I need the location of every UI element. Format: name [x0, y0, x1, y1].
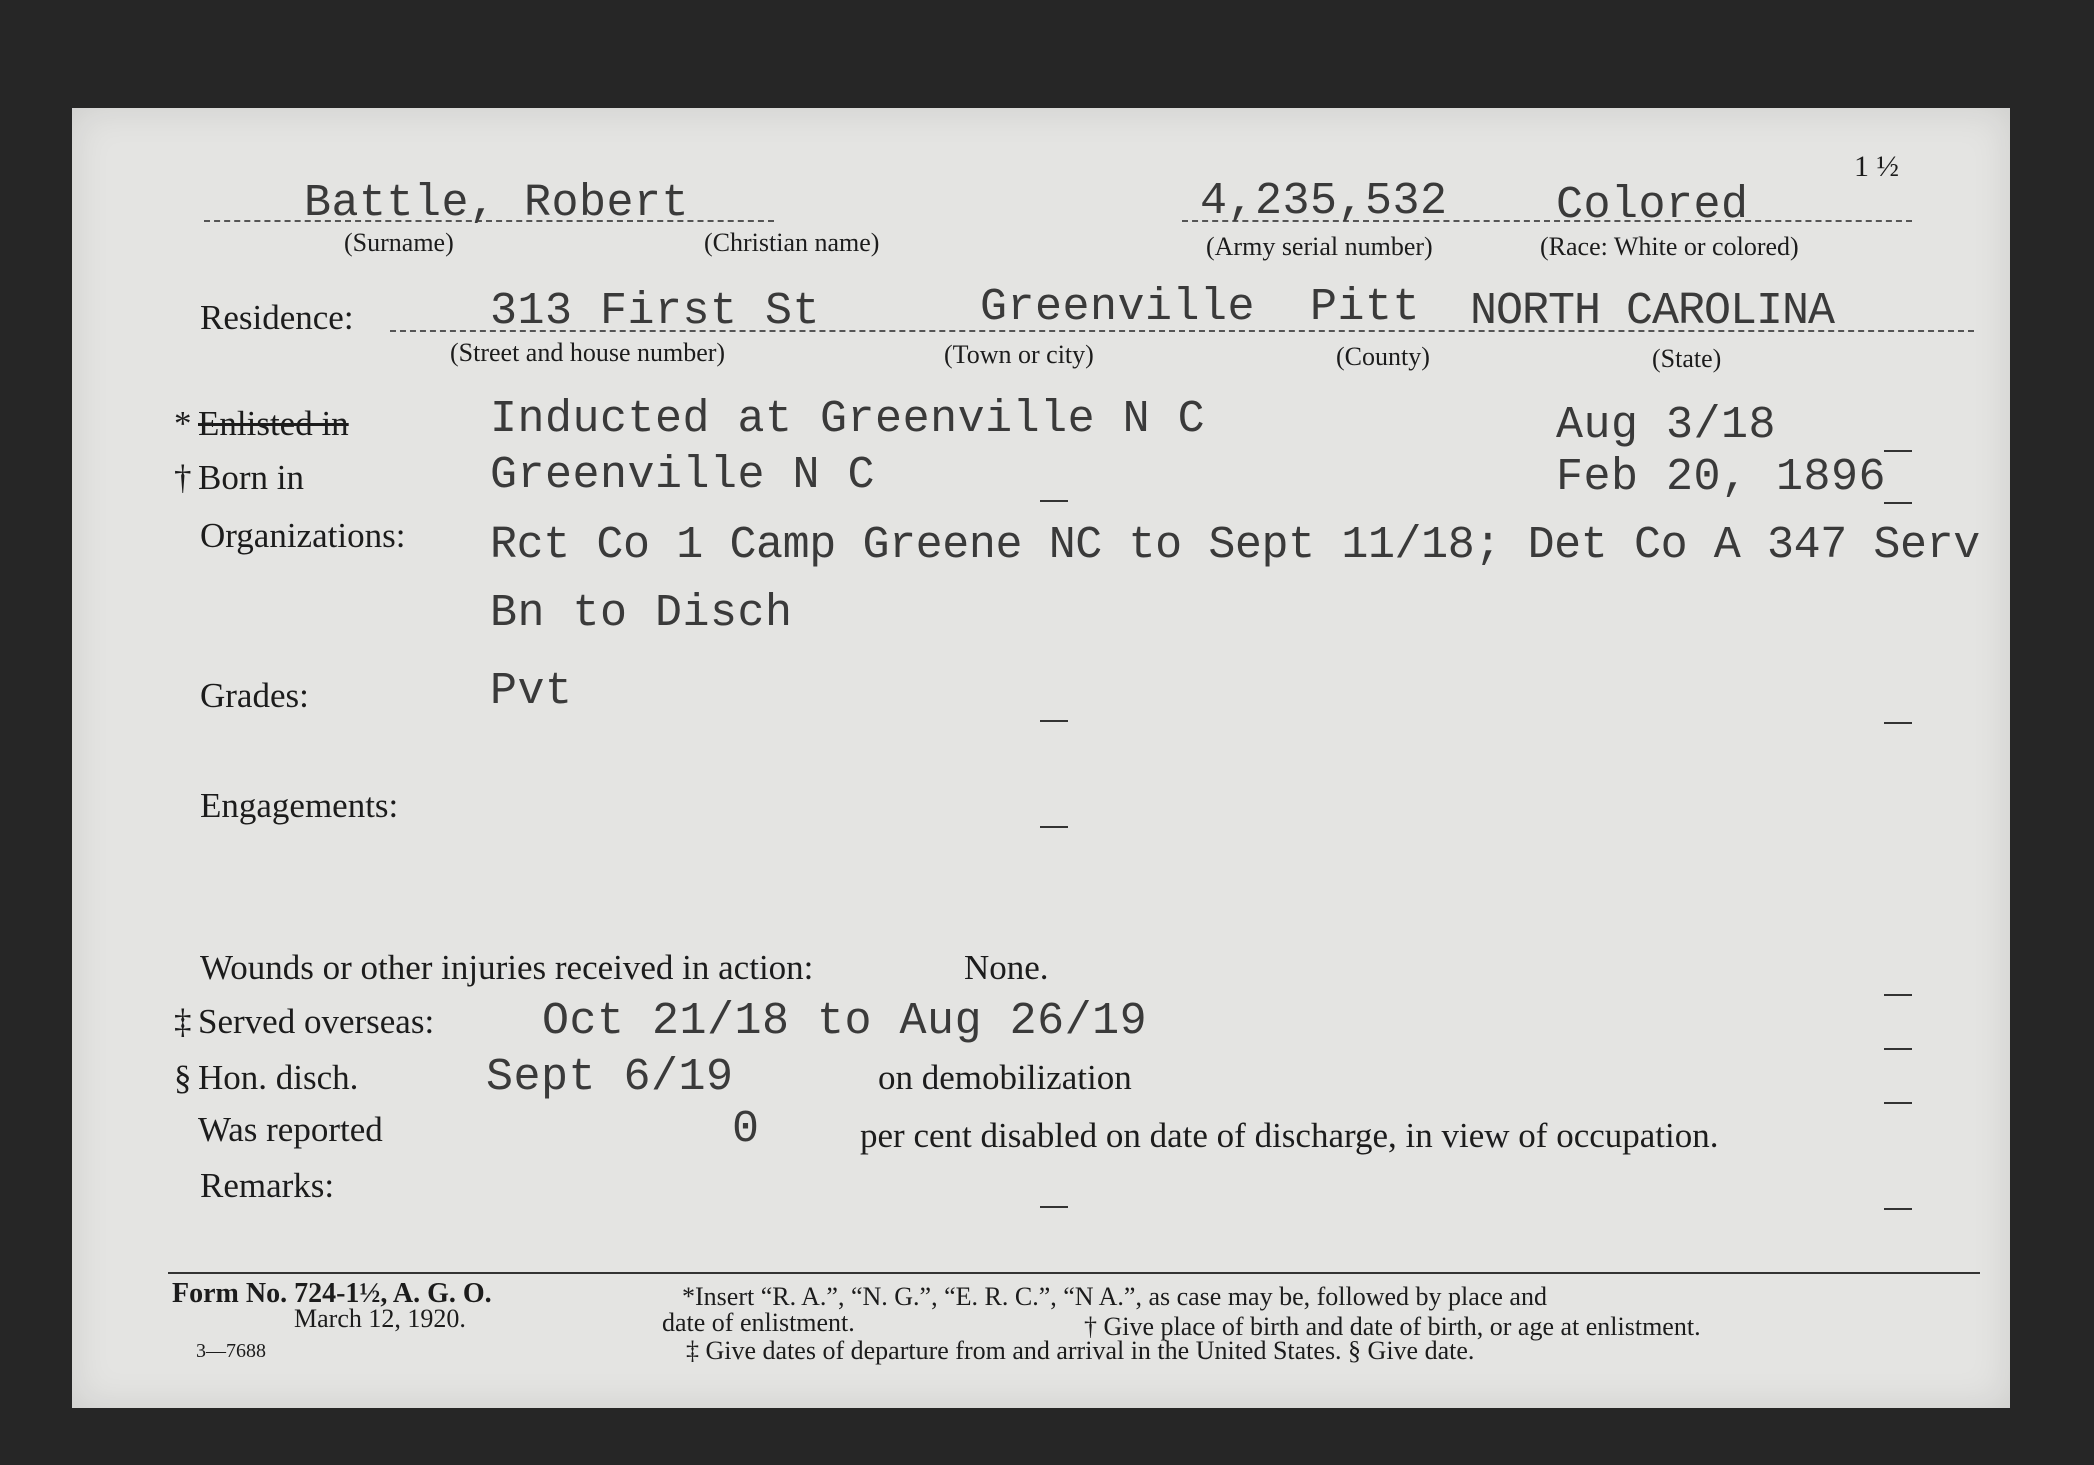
overseas-dash: [1884, 1048, 1912, 1050]
grades-value: Pvt: [490, 666, 573, 717]
hon-disch-note: on demobilization: [878, 1058, 1132, 1097]
service-record-card: [72, 108, 2010, 1408]
hon-disch-mark: §: [174, 1058, 192, 1097]
born-value: Greenville N C: [490, 450, 876, 501]
race-value: Colored: [1556, 180, 1749, 231]
caption-serial: (Army serial number): [1206, 232, 1433, 261]
caption-county: (County): [1336, 342, 1430, 371]
reported-note: per cent disabled on date of discharge, in view of occupation.: [860, 1116, 1719, 1155]
residence-street: 313 First St: [490, 286, 821, 337]
print-code: 3—7688: [196, 1340, 266, 1362]
residence-county: Pitt: [1310, 282, 1421, 333]
reported-value: 0: [732, 1104, 760, 1155]
hon-disch-dash: [1884, 1102, 1912, 1104]
wounds-dash: [1884, 994, 1912, 996]
residence-town: Greenville: [980, 282, 1256, 333]
residence-state: NORTH CAROLINA: [1470, 286, 1835, 337]
caption-surname: (Surname): [344, 228, 454, 257]
organizations-line2: Bn to Disch: [490, 588, 793, 639]
hon-disch-value: Sept 6/19: [486, 1052, 734, 1103]
grades-label: Grades:: [200, 676, 309, 715]
born-label: Born in: [198, 458, 304, 497]
engagements-label: Engagements:: [200, 786, 399, 825]
caption-state: (State): [1652, 344, 1722, 373]
surname-given-name: Battle, Robert: [304, 178, 690, 229]
overseas-mark: ‡: [174, 1002, 192, 1041]
caption-christian-name: (Christian name): [704, 228, 880, 257]
residence-label: Residence:: [200, 298, 354, 337]
remarks-label: Remarks:: [200, 1166, 335, 1205]
footnote-overseas: ‡ Give dates of departure from and arrival in the United States. § Give date.: [686, 1336, 1475, 1365]
caption-street: (Street and house number): [450, 338, 726, 367]
enlisted-mark: *: [174, 404, 192, 443]
organizations-label: Organizations:: [200, 516, 406, 555]
overseas-label: Served overseas:: [198, 1002, 435, 1041]
born-mid-dash: [1040, 500, 1068, 502]
footnote-birth: † Give place of birth and date of birth, or age at enlistment.: [1084, 1312, 1701, 1341]
enlisted-label: Enlisted in: [198, 404, 349, 443]
grades-mid-dash: [1040, 720, 1068, 722]
organizations-line1: Rct Co 1 Camp Greene NC to Sept 11/18; Det Co A 347 Serv: [490, 520, 1980, 571]
engagements-mid-dash: [1040, 826, 1068, 828]
caption-town: (Town or city): [944, 340, 1094, 369]
grades-dash: [1884, 722, 1912, 724]
enlisted-date: Aug 3/18: [1556, 400, 1777, 451]
corner-mark: 1 ½: [1854, 150, 1899, 183]
enlisted-value: Inducted at Greenville N C: [490, 394, 1206, 445]
born-date: Feb 20, 1896: [1556, 452, 1887, 503]
enlisted-dash: [1884, 450, 1912, 452]
footnote-enlistment: date of enlistment.: [662, 1308, 855, 1337]
wounds-label: Wounds or other injuries received in action:: [200, 948, 814, 987]
overseas-value: Oct 21/18 to Aug 26/19: [542, 996, 1148, 1047]
born-dash: [1884, 502, 1912, 504]
form-date: March 12, 1920.: [294, 1304, 466, 1333]
remarks-dash: [1884, 1208, 1912, 1210]
hon-disch-label: Hon. disch.: [198, 1058, 359, 1097]
footnote-insert: *Insert “R. A.”, “N. G.”, “E. R. C.”, “N A.”, as case may be, followed by place and: [682, 1282, 1547, 1311]
form-number: Form No. 724-1½, A. G. O.: [172, 1278, 492, 1309]
wounds-value: None.: [964, 948, 1049, 987]
born-mark: †: [174, 458, 192, 497]
remarks-mid-dash: [1040, 1206, 1068, 1208]
footer-rule: [168, 1272, 1980, 1274]
army-serial-number: 4,235,532: [1200, 176, 1448, 227]
caption-race: (Race: White or colored): [1540, 232, 1799, 261]
reported-label: Was reported: [198, 1110, 383, 1149]
